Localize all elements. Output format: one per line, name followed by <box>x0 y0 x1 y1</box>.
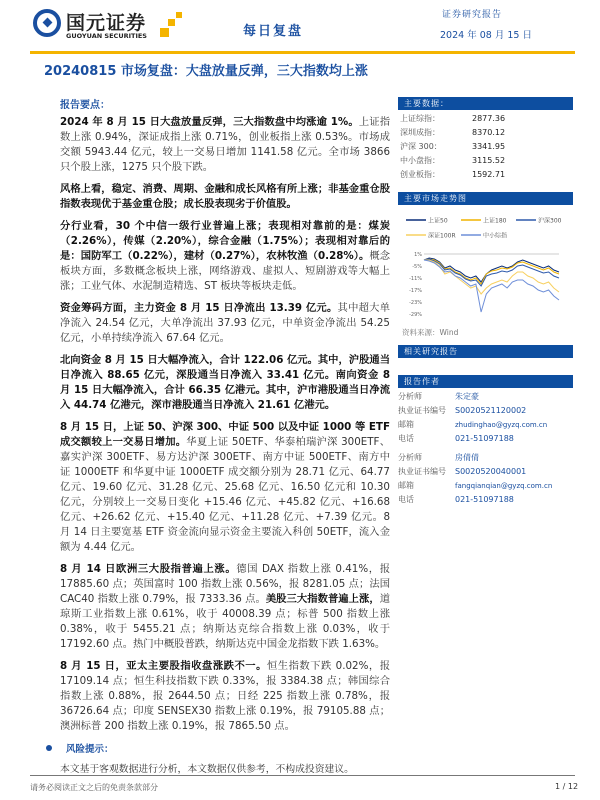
author-field-label: 电话 <box>398 434 414 443</box>
company-logo <box>30 8 190 42</box>
logo-square-icon <box>168 19 175 26</box>
legend-label: 上证50 <box>428 217 448 225</box>
risk-heading <box>46 741 390 755</box>
paragraph-text: 道琼斯工业指数上涨 0.61%，收于 40008.39 点；标普 500 指数上涨 0.38%，收于 5455.21 点；纳斯达克综合指数上涨 0.03%，收于 17192.60 点。热门中概股普跌，纳斯达克中国金龙指数下跌 1.63%。 <box>60 593 390 650</box>
main-data-table <box>400 112 505 182</box>
legend-label: 上证180 <box>483 217 507 225</box>
author-field-label: 邮箱 <box>398 420 414 429</box>
bullet-icon <box>46 745 52 751</box>
stat-value: 2877.36 <box>472 114 506 123</box>
report-title: 20240815 市场复盘：大盘放量反弹，三大指数均上涨 <box>44 64 368 79</box>
author-field-label: 执业证书编号 <box>398 406 446 415</box>
main-data-header: 主要数据： <box>398 97 573 110</box>
stat-label: 中小盘指： <box>400 156 440 165</box>
stat-label: 沪深 300： <box>400 142 442 151</box>
report-body <box>60 115 390 734</box>
paragraph-highlight: 资金筹码方面，主力资金 8 月 15 日净流出 13.39 亿元。 <box>60 302 338 314</box>
y-tick-label: -11% <box>409 276 422 282</box>
paragraph-highlight: 风格上看，稳定、消费、周期、金融和成长风格有所上涨；非基金重仓股指数表现优于基金重仓股；成长股表现劣于价值股。 <box>60 183 390 210</box>
paragraph-highlight: 分行业看，30 个中信一级行业普遍上涨；表现相对靠前的是：煤炭（2.26%），传媒（2.20%），综合金融（1.75%）；表现相对靠后的是：国防军工（0.22%），建材（0.27%），农林牧渔（0.28%）。 <box>60 220 390 262</box>
paragraph-text: 德国 DAX 指数上涨 0.41%，报 17885.60 点；英国富时 100 指数上涨 0.56%，报 8281.05 点；法国 CAC40 指数上涨 0.79%，报 7333.36 点。 <box>60 563 390 605</box>
chart-source: 资料来源：Wind <box>402 328 459 337</box>
stat-value: 3115.52 <box>472 156 506 165</box>
stat-label: 深圳成指： <box>400 128 440 137</box>
author-field-value: 021-51097188 <box>455 434 514 443</box>
paragraph-text: 概念板块方面，多数概念板块上涨，网络游戏、虚拟人、短剧游戏等大幅上涨；工业气体、水泥制造精选、ST 板块等板块走低。 <box>60 250 391 292</box>
paragraph-text: 恒生指数下跌 0.02%，报 17109.14 点；恒生科技指数下跌 0.33%，报 3384.38 点；韩国综合指数上涨 0.88%，报 2644.50 点；日经 225 指数上涨 0.78%，报 36726.64 点；印度 SENSEX30 指数上涨 0.19%，报 79105.88 点；澳洲标普 200 指数上涨 0.19%，报 7865.50 点。 <box>60 660 391 732</box>
author-info-row <box>398 404 552 418</box>
author-info-row <box>398 465 552 479</box>
author-email-link[interactable]: fangqianqian@gyzq.com.cn <box>455 482 553 490</box>
footer-disclaimer: 请务必阅读正文之后的免责条款部分 <box>30 783 158 792</box>
paragraph <box>60 562 390 652</box>
paragraph <box>60 353 390 413</box>
y-tick-label: -23% <box>409 300 422 306</box>
stat-row <box>400 154 505 168</box>
spacer <box>398 507 552 512</box>
paragraph <box>60 659 390 734</box>
paragraph-highlight: 北向资金 8 月 15 日大幅净流入，合计 122.06 亿元。其中，沪股通当日净流入 88.65 亿元，深股通当日净流入 33.41 亿元。南向资金 8 月 15 日大幅净流入，合计 66.35 亿港元。其中，沪市港股通当日净流入 44.74 亿港元，深市港股通当日净流入 21.61 亿港元。 <box>60 354 390 411</box>
stat-row <box>400 168 505 182</box>
stat-label: 上证综指： <box>400 114 440 123</box>
authors-list <box>398 390 552 512</box>
series-line <box>424 260 559 294</box>
legend-label: 中小综指 <box>483 232 508 240</box>
author-info-row <box>398 479 552 493</box>
market-trend-chart <box>404 210 564 322</box>
stat-row <box>400 126 505 140</box>
stat-value: 1592.71 <box>472 170 506 179</box>
authors-header: 报告作者 <box>398 375 573 388</box>
paragraph <box>60 219 390 294</box>
key-points-heading: 报告要点： <box>60 100 110 111</box>
stat-label: 创业板指： <box>400 170 440 179</box>
author-field-value: 朱定豪 <box>455 392 479 401</box>
report-type: 证券研究报告 <box>442 10 503 20</box>
author-info-row <box>398 418 552 432</box>
author-field-value: 房倩倩 <box>455 453 479 462</box>
author-info-row <box>398 390 552 404</box>
author-email-link[interactable]: zhudinghao@gyzq.com.cn <box>455 421 548 429</box>
paragraph <box>60 182 390 212</box>
logo-text-cn: 国元证券 <box>66 12 147 34</box>
author-field-label: 分析师 <box>398 453 422 462</box>
paragraph-highlight: 美股三大指数普遍上涨， <box>265 593 380 605</box>
footer-divider <box>30 775 575 776</box>
paragraph-highlight: 8 月 15 日，亚太主要股指收盘涨跌不一。 <box>60 660 267 672</box>
paragraph-highlight: 8 月 14 日欧洲三大股指普遍上涨。 <box>60 563 237 575</box>
market-trend-header: 主要市场走势图 <box>398 192 573 205</box>
author-field-label: 邮箱 <box>398 481 414 490</box>
risk-label: 风险提示： <box>66 744 114 755</box>
paragraph-text: 华夏上证 50ETF、华泰柏瑞沪深 300ETF、嘉实沪深 300ETF、易方达沪深 300ETF、南方中证 500ETF、南方中证 1000ETF 和华夏中证 1000ETF 成交额分别为 28.71 亿元、64.77 亿元、19.60 亿元、31.28 亿元、25.68 亿元、16.50 亿元和 10.30 亿元，分别较上一交易日变化 +15.46 亿元、+45.82 亿元、+16.68 亿元、+26.62 亿元、+15.40 亿元、+11.28 亿元、+7.39 亿元。8 月 14 日主要宽基 ETF 资金流向显示资金主要流入科创 50ETF，流入金额为 4.44 亿元。 <box>60 436 391 553</box>
legend-label: 深证100R <box>428 232 456 240</box>
paragraph <box>60 115 390 175</box>
y-tick-label: -29% <box>409 312 422 318</box>
report-date: 2024 年 08 月 15 日 <box>440 30 532 41</box>
paragraph-text: 上证指数上涨 0.94%，深证成指上涨 0.71%，创业板指上涨 0.53%。市场成交额 5943.44 亿元，较上一交易日增加 1141.58 亿元。全市场 3866 只个股上涨，1275 只个股下跌。 <box>60 116 390 173</box>
stat-row <box>400 112 505 126</box>
paragraph-highlight: 2024 年 8 月 15 日大盘放量反弹，三大指数盘中均涨逾 1%。 <box>60 116 359 128</box>
stat-value: 3341.95 <box>472 142 506 151</box>
y-tick-label: 1% <box>414 252 422 258</box>
logo-text-en: GUOYUAN SECURITIES <box>66 32 147 40</box>
stat-row <box>400 140 505 154</box>
author-field-label: 电话 <box>398 495 414 504</box>
y-tick-label: -17% <box>409 288 422 294</box>
author-info-row <box>398 432 552 446</box>
related-reports-header: 相关研究报告 <box>398 345 573 358</box>
author-field-label: 执业证书编号 <box>398 467 446 476</box>
paragraph <box>60 420 390 555</box>
paragraph-text: 其中超大单净流入 24.54 亿元，大单净流出 37.93 亿元，中单资金净流出 54.25 亿元，小单持续净流入 67.64 亿元。 <box>60 302 391 344</box>
main-column <box>46 96 390 775</box>
logo-square-icon <box>160 28 169 37</box>
logo-emblem-icon <box>33 9 61 37</box>
paragraph <box>60 301 390 346</box>
author-field-label: 分析师 <box>398 392 422 401</box>
legend-label: 沪深300 <box>538 217 562 225</box>
section-label: 每日复盘 <box>243 24 304 39</box>
author-info-row <box>398 451 552 465</box>
author-info-row <box>398 493 552 507</box>
author-field-value: S0020521120002 <box>455 406 527 415</box>
author-field-value: 021-51097188 <box>455 495 514 504</box>
stat-value: 8370.12 <box>472 128 506 137</box>
page-number: 1 / 12 <box>555 782 579 791</box>
logo-square-icon <box>176 12 182 18</box>
paragraph-highlight: 8 月 15 日，上证 50、沪深 300、中证 500 以及中证 1000 等 ETF 成交额较上一交易日增加。 <box>60 421 390 448</box>
risk-text: 本文基于客观数据进行分析，本文数据仅供参考，不构成投资建议。 <box>60 764 354 775</box>
author-field-value: S0020520040001 <box>455 467 527 476</box>
y-tick-label: -5% <box>412 264 422 270</box>
header-divider <box>30 51 575 54</box>
